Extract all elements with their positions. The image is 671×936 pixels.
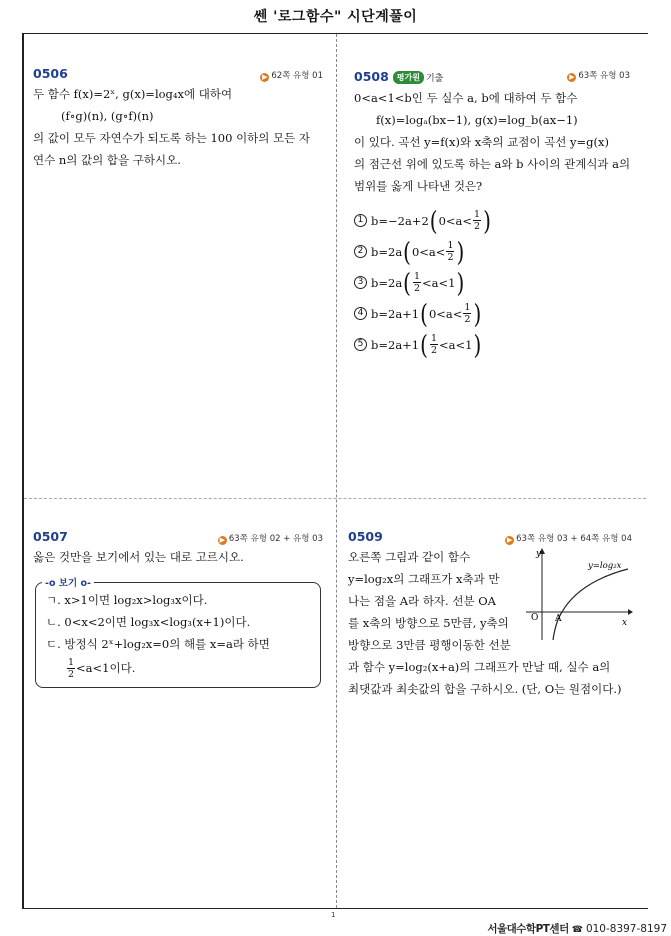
choice-number: 3 — [354, 276, 367, 289]
fraction: $\frac{1}{2}$ — [430, 333, 437, 356]
origin-label: O — [531, 613, 539, 623]
problem-question: 옳은 것만을 보기에서 있는 대로 고르시오. — [33, 550, 244, 564]
problem-text-line: 두 함수 f(x)=2ˣ, g(x)=log₄x에 대하여 — [33, 87, 233, 101]
choice-number: 5 — [354, 338, 367, 351]
x-axis-label: x — [622, 618, 628, 628]
choice-number: 4 — [354, 307, 367, 320]
problem-reference: ▶ 63쪽 유형 03 — [569, 71, 630, 81]
phone-icon: ☎ — [571, 925, 583, 935]
phone-number: 010-8397-8197 — [585, 923, 667, 935]
choice-2[interactable]: 2 b=2a ( 0<a< $\frac{1}{2}$ ) — [354, 236, 630, 267]
source-badge: 평가원 — [393, 71, 424, 84]
problem-reference: ▶ 63쪽 유형 03 + 64쪽 유형 04 — [506, 534, 632, 544]
log-curve — [553, 569, 628, 640]
problem-text-line: 오른쪽 그림과 같이 함수 — [348, 550, 471, 564]
choice-number: 2 — [354, 245, 367, 258]
problem-text-line: 연수 n의 값의 합을 구하시오. — [33, 153, 181, 167]
column-divider — [336, 34, 337, 908]
problem-text-line: 의 값이 모두 자연수가 되도록 하는 100 이하의 모든 자 — [33, 131, 311, 145]
bogi-item: ㄷ. 방정식 2ˣ+log₂x=0의 해를 x=a라 하면 — [46, 637, 270, 651]
curve-label: y=log₂x — [588, 561, 622, 571]
problem-text-line: 이 있다. 곡선 y=f(x)와 x축의 교점이 곡선 y=g(x) — [354, 135, 609, 149]
row-divider — [24, 498, 646, 499]
problem-text-line: 0<a<1<b인 두 실수 a, b에 대하여 두 함수 — [354, 91, 578, 105]
page-title: 쎈 '로그함수" 시단계풀이 — [253, 9, 418, 25]
problem-text-line: (f∘g)(n), (g∘f)(n) — [61, 109, 154, 123]
bogi-item-continued: $\frac{1}{2}$ <a<1이다. — [68, 656, 136, 680]
source-label: 기출 — [425, 74, 444, 84]
point-a-label: A — [555, 614, 562, 624]
problem-text-line: 범위를 옳게 나타낸 것은? — [354, 179, 483, 193]
page-number: 1 — [331, 911, 336, 919]
arrow-icon: ▶ — [219, 536, 226, 544]
bogi-item: ㄱ. x>1이면 log₂x>log₃x이다. — [46, 593, 208, 607]
brand-name: 서울대수학PT센터 — [487, 923, 569, 935]
problem-number: 0508 — [354, 69, 389, 84]
fraction: $\frac{1}{2}$ — [464, 302, 471, 325]
choice-4[interactable]: 4 b=2a+1 ( 0<a< $\frac{1}{2}$ ) — [354, 298, 630, 329]
bogi-box — [35, 578, 321, 688]
footer-brand — [487, 921, 667, 936]
problem-text-line: 최댓값과 최솟값의 합을 구하시오. (단, O는 원점이다.) — [348, 682, 622, 696]
fraction: $\frac{1}{2}$ — [413, 271, 421, 294]
problem-number: 0509 — [348, 529, 383, 544]
fraction: $\frac{1}{2}$ — [68, 656, 75, 680]
problem-text-line: f(x)=logₐ(bx−1), g(x)=log_b(ax−1) — [376, 113, 578, 127]
choice-number: 1 — [354, 214, 367, 227]
problem-0507 — [33, 529, 325, 568]
x-axis-arrow — [628, 609, 633, 615]
problem-0506 — [33, 66, 325, 171]
fraction: $\frac{1}{2}$ — [447, 240, 454, 263]
fraction: $\frac{1}{2}$ — [474, 209, 481, 232]
bogi-label: -o 보기 o- — [42, 575, 94, 589]
y-axis-label: y — [536, 549, 542, 559]
problem-reference: ▶ 63쪽 유형 02 + 유형 03 — [219, 534, 323, 544]
problem-text-line: 의 점근선 위에 있도록 하는 a와 b 사이의 관계식과 a의 — [354, 157, 631, 171]
bogi-item: ㄴ. 0<x<2이면 log₃x<log₃(x+1)이다. — [46, 615, 251, 629]
log-graph-figure — [522, 546, 634, 642]
choice-3[interactable]: 3 b=2a ( $\frac{1}{2}$ <a<1 ) — [354, 267, 630, 298]
problem-text-line: 를 x축의 방향으로 5만큼, y축의 — [348, 616, 509, 630]
problem-text-line: 방향으로 3만큼 평행이동한 선분 — [348, 638, 511, 652]
choice-1[interactable]: 1 b=−2a+2 ( 0<a< $\frac{1}{2}$ ) — [354, 205, 630, 236]
problem-reference: ▶ 62쪽 유형 01 — [262, 71, 323, 81]
choice-5[interactable]: 5 b=2a+1 ( $\frac{1}{2}$ <a<1 ) — [354, 329, 630, 360]
problem-number: 0507 — [33, 529, 68, 544]
arrow-icon: ▶ — [262, 73, 268, 81]
problem-text-line: 과 함수 y=log₂(x+a)의 그래프가 만날 때, 실수 a의 — [348, 660, 611, 674]
problem-text-line: y=log₂x의 그래프가 x축과 만 — [348, 572, 500, 586]
arrow-icon: ▶ — [506, 536, 513, 544]
problem-text-line: 나는 점을 A라 하자. 선분 OA — [348, 594, 496, 608]
arrow-icon: ▶ — [569, 73, 575, 81]
problem-number: 0506 — [33, 66, 68, 81]
choice-list — [354, 205, 630, 360]
problem-0508 — [354, 66, 630, 360]
